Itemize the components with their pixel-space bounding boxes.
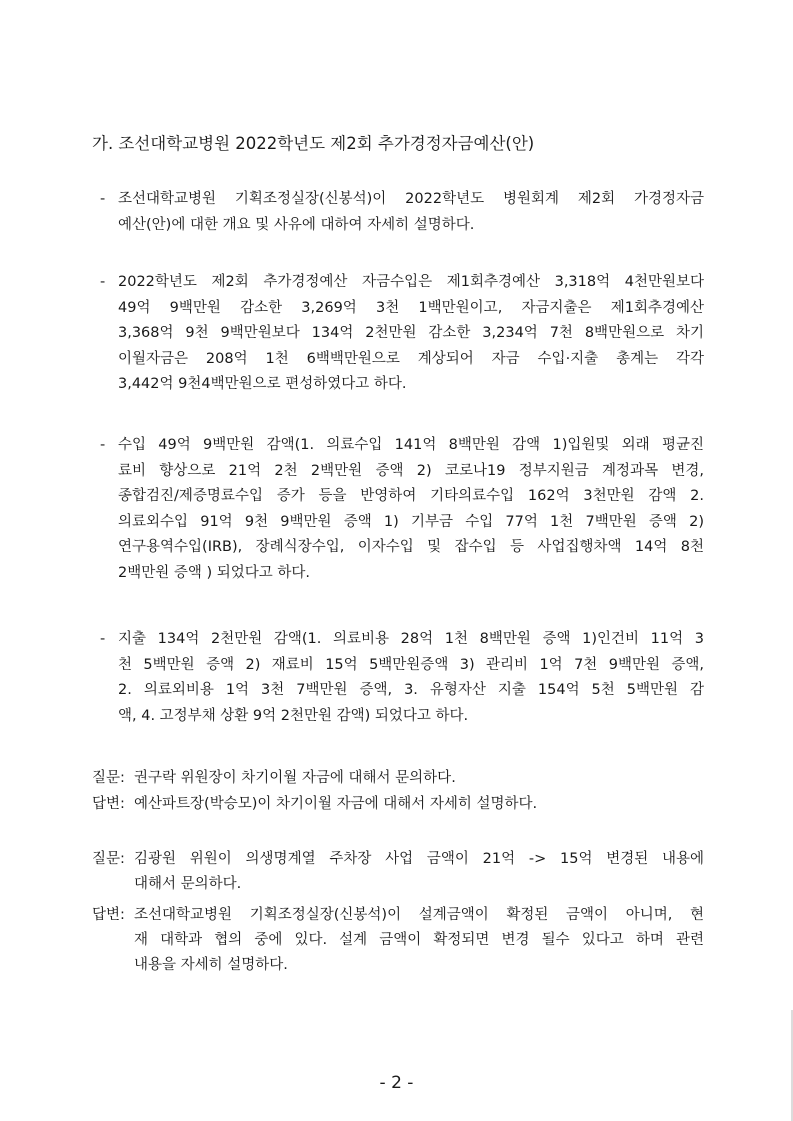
bullet-paragraph <box>92 270 704 398</box>
qa-entry <box>92 903 704 978</box>
bullet-dash: - <box>100 191 106 207</box>
paragraph-line: 지출 134억 2천만원 감액(1. 의료비용 28억 1천 8백만원 증액 1)인건비 11억 3 <box>118 631 704 647</box>
qa-label: 답변: <box>92 796 125 812</box>
paragraph-line: 수입 49억 9백만원 감액(1. 의료수입 141억 8백만원 감액 1)입원및 외래 평균진 <box>118 437 704 453</box>
paragraph-line: 3,442억 9천4백만원으로 편성하였다고 하다. <box>118 376 407 392</box>
paragraph-line: 연구용역수입(IRB), 장례식장수입, 이자수입 및 잡수입 등 사업집행차액 14억 8천 <box>118 539 704 555</box>
qa-label: 질문: <box>92 770 125 786</box>
bullet-paragraph <box>92 627 704 729</box>
bullet-dash: - <box>100 631 106 647</box>
bullet-dash: - <box>100 437 106 453</box>
paragraph-line: 예산(안)에 대한 개요 및 사유에 대하여 자세히 설명하다. <box>118 216 475 233</box>
bullet-dash: - <box>100 274 106 290</box>
qa-line: 내용을 자세히 설명하다. <box>134 957 288 973</box>
qa-entry <box>92 847 704 897</box>
paragraph-line: 2022학년도 제2회 추가경정예산 자금수입은 제1회추경예산 3,318억 4천만원보다 <box>118 274 704 290</box>
paragraph-line: 2. 의료외비용 1억 3천 7백만원 증액, 3. 유형자산 지출 154억 5천 5백만원 감 <box>118 682 704 698</box>
section-heading: 가. 조선대학교병원 2022학년도 제2회 추가경정자금예산(안) <box>92 134 535 153</box>
qa-entry <box>92 766 704 791</box>
paragraph-line: 3,368억 9천 9백만원보다 134억 2천만원 감소한 3,234억 7천 8백만원으로 차기 <box>118 325 704 341</box>
paragraph-line: 종합검진/제증명료수입 증가 등을 반영하여 기타의료수입 162억 3천만원 감액 2. <box>118 488 704 504</box>
qa-label: 답변: <box>92 907 125 923</box>
qa-line: 재 대학과 협의 중에 있다. 설계 금액이 확정되면 변경 될수 있다고 하며 관련 <box>134 932 704 948</box>
qa-line: 조선대학교병원 기획조정실장(신봉석)이 설계금액이 확정된 금액이 아니며, 현 <box>134 907 704 923</box>
paragraph-line: 의료외수입 91억 9천 9백만원 증액 1) 기부금 수입 77억 1천 7백만원 증액 2) <box>118 513 704 530</box>
paragraph-line: 료비 향상으로 21억 2천 2백만원 증액 2) 코로나19 정부지원금 계정과목 변경, <box>118 462 704 479</box>
page-number: - 2 - <box>379 1073 414 1093</box>
paragraph-line: 이월자금은 208억 1천 6백백만원으로 계상되어 자금 수입·지출 총계는 각각 <box>118 350 704 367</box>
qa-line: 김광원 위원이 의생명계열 주차장 사업 금액이 21억 -> 15억 변경된 내용에 <box>134 851 704 867</box>
paragraph-line: 조선대학교병원 기획조정실장(신봉석)이 2022학년도 병원회계 제2회 가경정자금 <box>118 191 704 207</box>
qa-entry <box>92 792 704 817</box>
qa-line: 대해서 문의하다. <box>134 876 242 892</box>
qa-line: 예산파트장(박승모)이 차기이월 자금에 대해서 자세히 설명하다. <box>134 796 538 812</box>
bullet-paragraph <box>92 433 704 586</box>
paragraph-line: 액, 4. 고정부채 상환 9억 2천만원 감액) 되었다고 하다. <box>118 707 469 724</box>
paragraph-line: 2백만원 증액 ) 되었다고 하다. <box>118 564 311 581</box>
paragraph-line: 49억 9백만원 감소한 3,269억 3천 1백만원이고, 자금지출은 제1회추경예산 <box>118 299 704 316</box>
bullet-paragraph <box>92 187 704 238</box>
qa-line: 권구락 위원장이 차기이월 자금에 대해서 문의하다. <box>134 770 456 786</box>
paragraph-line: 천 5백만원 증액 2) 재료비 15억 5백만원증액 3) 관리비 1억 7천 9백만원 증액, <box>118 656 704 673</box>
qa-label: 질문: <box>92 851 125 867</box>
